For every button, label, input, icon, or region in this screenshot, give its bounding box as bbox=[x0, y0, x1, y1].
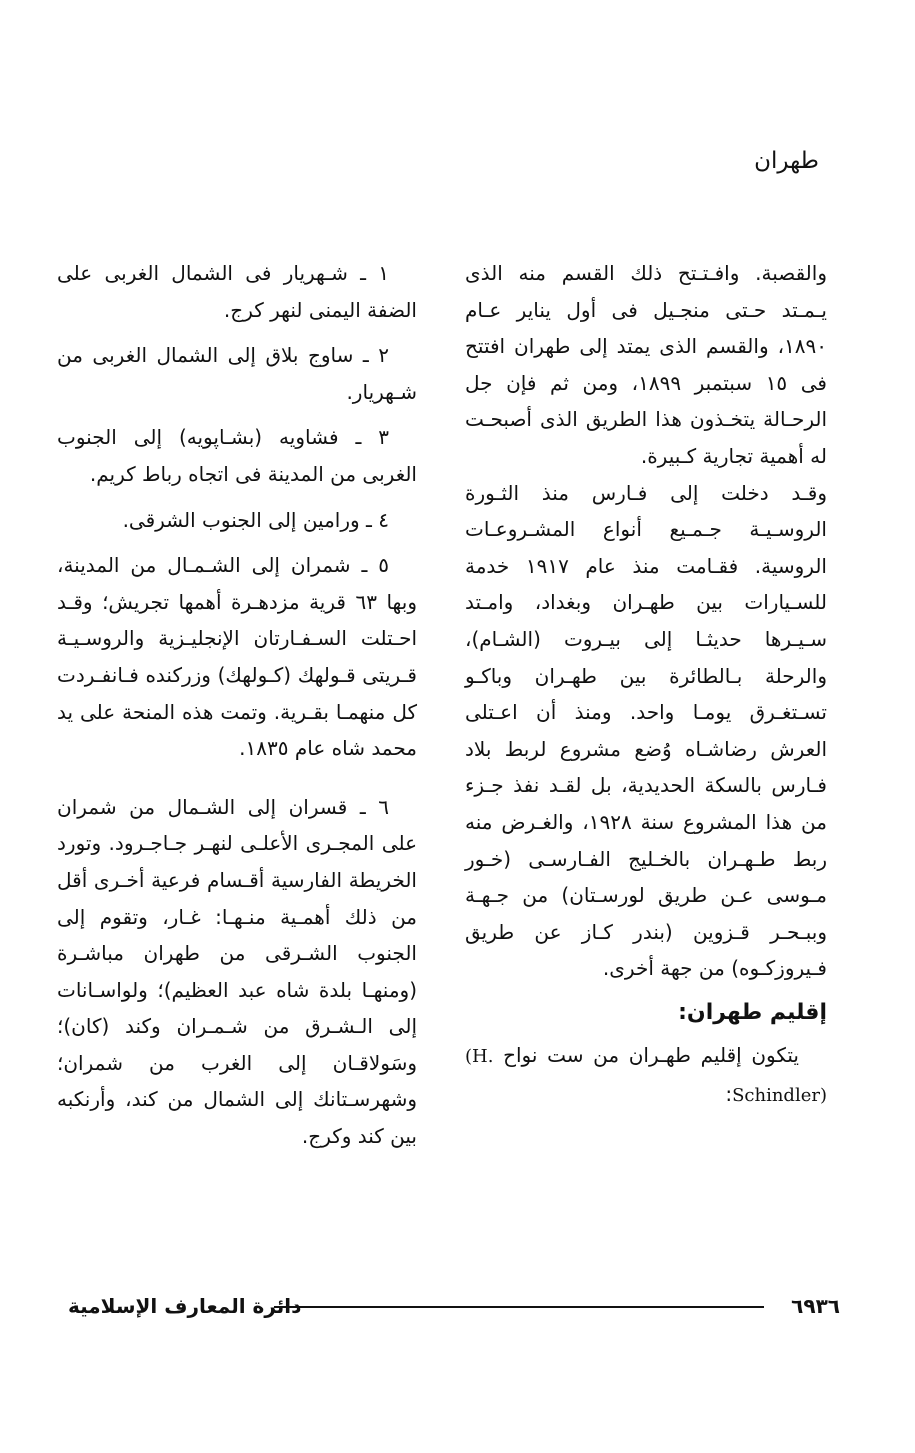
running-head: طهران bbox=[754, 148, 819, 174]
section-heading: إقليم طهران: bbox=[678, 999, 827, 1025]
list-item: ٤ ـ ورامين إلى الجنوب الشرقى. bbox=[122, 507, 389, 532]
list-item: ١ ـ شـهريار فى الشمال الغربى على الضفة اليمنى لنهر كرج. bbox=[57, 261, 417, 322]
left-column bbox=[57, 255, 417, 1164]
list-item: ٢ ـ ساوج بلاق إلى الشمال الغربى من شـهريار. bbox=[57, 343, 417, 404]
list-item: ٣ ـ فشاويه (بشـاپويه) إلى الجنوب الغربى من المدينة فى اتجاه رباط كريم. bbox=[57, 425, 417, 486]
paragraph: والقصبة. وافـتـتح ذلك القسم منه الذى يـمـتد حـتى منجـيل فى أول يناير عـام ١٨٩٠، والقسم الذى يمتد إلى طهران افتتح فى ١٥ سبتمبر ١٨٩٩، ومن ثم فإن جل الرحـالة يتخـذون هذا الطريق الذى أصبحـت له أهمية تجارية كـبيرة. bbox=[465, 261, 827, 468]
section-intro-text: يتكون إقليم طهـران من ست نواح bbox=[503, 1043, 799, 1068]
list-item: ٥ ـ شمران إلى الشـمـال من المدينة، وبها ٦٣ قرية مزدهـرة أهمها تجريش؛ وقـد احـتلت السـفـارتان الإنجليـزية والروسـيـة قـريتى قـولهك (كـولهك) وزركنده فـانفـردت كل منهمـا بقـرية. وتمت هذه المنحة على يد محمد شاه عام ١٨٣٥. bbox=[57, 553, 417, 761]
page-number: ٦٩٣٦ bbox=[791, 1294, 840, 1318]
right-column bbox=[465, 255, 827, 1115]
publication-title: دائرة المعارف الإسلامية bbox=[68, 1294, 302, 1318]
paragraph: وقـد دخلت إلى فـارس منذ الثـورة الروسـيـة جـمـيع أنواع المشـروعـات الروسية. فقـامت منذ عام ١٩١٧ خدمة للسـيارات بين طهـران وبغداد، وامـتد سـيـرها حديثـا إلى بيـروت (الشـام)، والرحلة بـالطائرة بين طهـران وباكـو تسـتغـرق يومـا واحد. ومنذ أن اعـتلى العرش رضاشـاه وُضع مشروع لربط بلاد فـارس بالسكة الحديدية، بل لقـد نفذ جـزء من هذا المشروع سنة ١٩٢٨، والغـرض منه ربط طـهـران بالخـليج الفـارسـى (خـور مـوسى عـن طريق لورسـتان) من جـهـة وببـحـر قـزوين (بندر كـاز عن طريق فـيروزكـوه) من جهة أخرى. bbox=[465, 480, 827, 981]
section-intro bbox=[465, 1037, 827, 1114]
author-citation: (H. Schindler) bbox=[465, 1046, 827, 1107]
footer-rule bbox=[274, 1306, 764, 1308]
page-footer bbox=[68, 1293, 840, 1323]
list-item: ٦ ـ قسران إلى الشـمال من شمران على المجـرى الأعلـى لنهـر جـاجـرود. وتورد الخريطة الفارسية أقـسام فرعية أخـرى أقل من ذلك أهمـية منـهـا: غـار، وتقوم إلى الجنوب الشـرقى من طهران مباشـرة (ومنهـا بلدة شاه عبد العظيم)؛ ولواسـانات إلى الـشـرق من شـمـران وكند (كان)؛ وسَولاقـان إلى الغرب من شمران؛ وشهرسـتانك إلى الشمال من كند، وأرنكبه بين كند وكرج. bbox=[57, 794, 417, 1149]
section-intro-end: : bbox=[725, 1082, 733, 1107]
